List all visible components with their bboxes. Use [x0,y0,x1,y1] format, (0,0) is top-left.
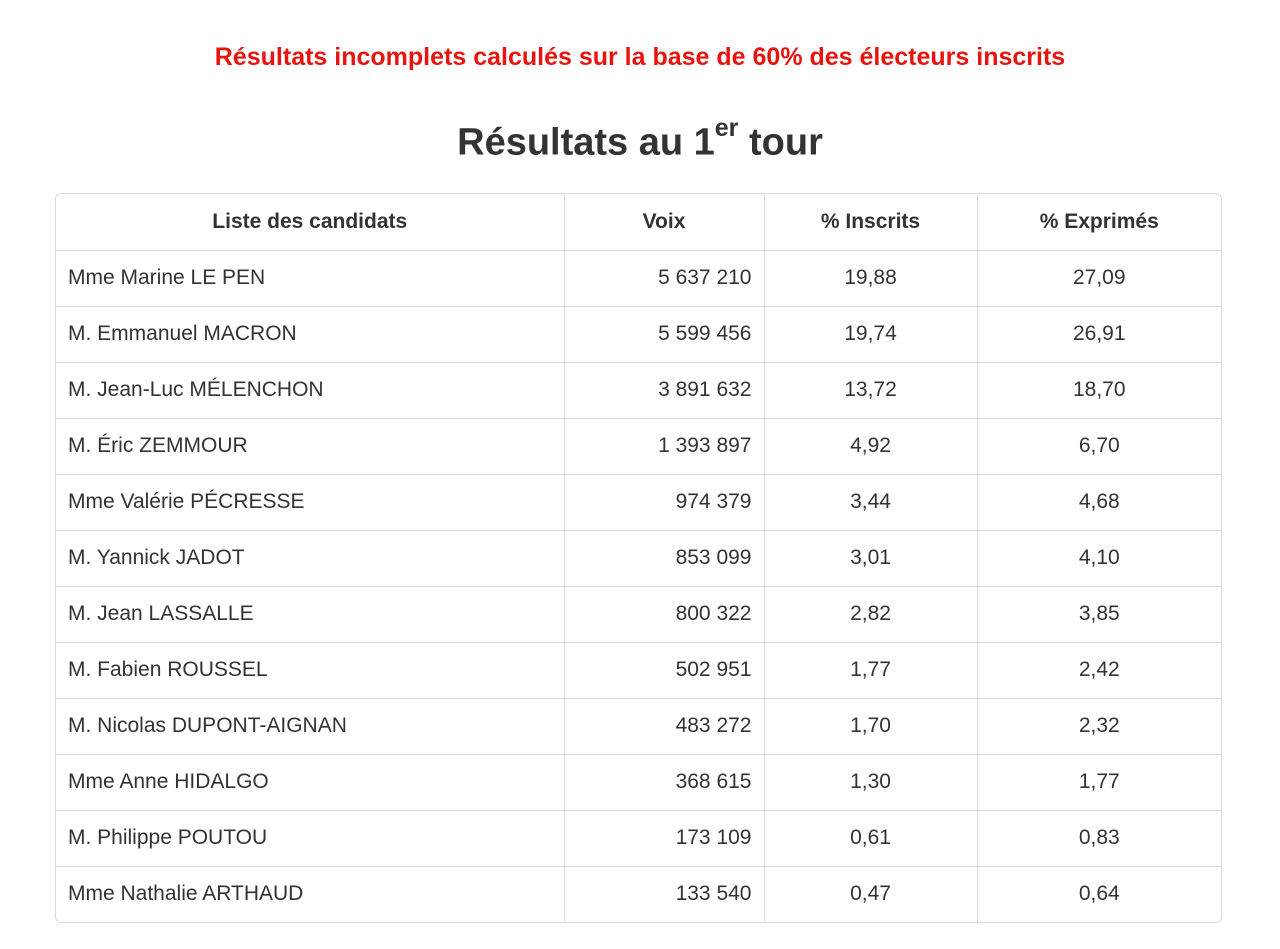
candidate-pct-expressed: 0,64 [1078,882,1120,906]
candidate-pct-registered: 1,30 [764,754,977,810]
candidate-pct-expressed: 4,10 [977,530,1221,586]
results-table-container [55,193,1222,923]
table-row [56,362,1221,418]
header-pct-expressed: % Exprimés [977,194,1221,250]
candidate-pct-expressed: 27,09 [977,250,1221,306]
candidate-pct-expressed: 1,77 [977,754,1221,810]
candidate-votes: 173 109 [564,810,764,866]
header-votes: Voix [564,194,764,250]
candidate-name: M. Fabien ROUSSEL [56,642,564,698]
candidate-votes: 483 272 [564,698,764,754]
candidate-votes: 5 637 210 [564,250,764,306]
candidate-name: M. Nicolas DUPONT-AIGNAN [56,698,564,754]
candidate-pct-expressed: 0,83 [977,810,1221,866]
candidate-pct-registered: 1,77 [764,642,977,698]
candidate-pct-registered: 0,61 [764,810,977,866]
candidate-name: Mme Anne HIDALGO [56,754,564,810]
candidate-pct-expressed: 4,68 [977,474,1221,530]
candidate-name: Mme Valérie PÉCRESSE [56,474,564,530]
candidate-pct-registered: 1,70 [764,698,977,754]
candidate-pct-registered: 19,88 [764,250,977,306]
candidate-pct-expressed: 18,70 [977,362,1221,418]
candidate-pct-expressed: 3,85 [977,586,1221,642]
candidate-pct-registered: 3,01 [764,530,977,586]
candidate-pct-registered: 4,92 [764,418,977,474]
title-suffix: tour [748,121,823,164]
table-row [56,866,1221,922]
header-candidates: Liste des candidats [56,194,564,250]
table-row [56,306,1221,362]
table-row [56,810,1221,866]
title-prefix: Résultats au 1 [457,121,715,164]
candidate-pct-registered: 13,72 [764,362,977,418]
candidate-pct-registered: 19,74 [764,306,977,362]
candidate-votes: 974 379 [564,474,764,530]
candidate-votes: 1 393 897 [564,418,764,474]
candidate-votes: 3 891 632 [564,362,764,418]
candidate-votes: 5 599 456 [564,306,764,362]
candidate-votes: 133 540 [564,866,764,922]
candidate-pct-expressed: 26,91 [977,306,1221,362]
header-pct-registered: % Inscrits [764,194,977,250]
table-body [56,250,1221,922]
candidate-votes: 502 951 [564,642,764,698]
table-row [56,418,1221,474]
candidate-pct-registered: 0,47 [764,866,977,922]
table-row [56,754,1221,810]
table-row [56,530,1221,586]
table-row [56,698,1221,754]
table-header-row [56,194,1221,250]
candidate-votes: 853 099 [564,530,764,586]
candidate-name: Mme Marine LE PEN [56,250,564,306]
table-row [56,474,1221,530]
candidate-name: M. Éric ZEMMOUR [56,418,564,474]
table-row [56,250,1221,306]
candidate-pct-registered: 3,44 [764,474,977,530]
results-table [56,194,1221,922]
candidate-name: M. Jean LASSALLE [56,586,564,642]
candidate-votes: 368 615 [564,754,764,810]
candidate-pct-registered: 2,82 [764,586,977,642]
incomplete-results-warning: Résultats incomplets calculés sur la base de 60% des électeurs inscrits [214,43,1066,71]
candidate-name: Mme Nathalie ARTHAUD [56,866,564,922]
title-superscript: er [714,114,739,142]
table-row [56,586,1221,642]
candidate-name: M. Jean-Luc MÉLENCHON [56,362,564,418]
page-title [0,108,1280,168]
candidate-votes: 800 322 [564,586,764,642]
candidate-name: M. Philippe POUTOU [56,810,564,866]
candidate-name: M. Yannick JADOT [56,530,564,586]
candidate-pct-expressed: 2,42 [977,642,1221,698]
candidate-name: M. Emmanuel MACRON [56,306,564,362]
table-row [56,642,1221,698]
candidate-pct-expressed: 6,70 [977,418,1221,474]
candidate-pct-expressed: 2,32 [977,698,1221,754]
